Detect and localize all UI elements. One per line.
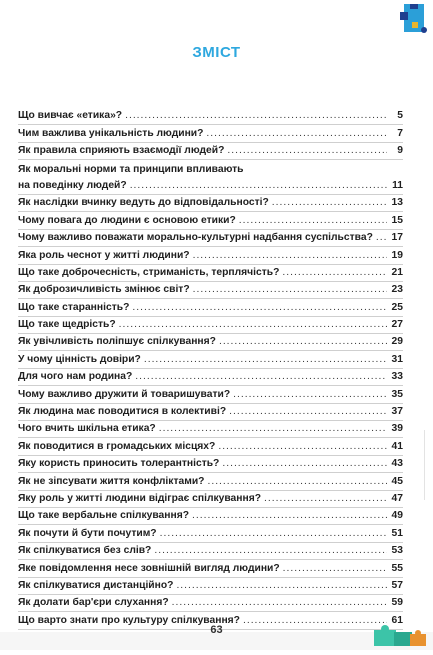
toc-entry-page: 7 [397,127,403,139]
toc-entry-page: 37 [391,406,403,418]
toc-entry-page: 33 [391,371,403,383]
toc-entry-page: 61 [391,614,403,626]
toc-entry-title: Яке повідомлення несе зовнішній вигляд людини? [18,562,280,574]
dot-leader [264,493,387,505]
dot-leader [154,545,387,557]
dot-leader [233,389,387,401]
toc-entry[interactable] [18,404,403,421]
dot-leader [135,371,387,383]
toc-entry[interactable] [18,473,403,490]
toc-entry-page: 29 [391,336,403,348]
toc-entry[interactable] [18,299,403,316]
toc-entry-title: Що таке доброчесність, стриманість, терплячість? [18,266,280,278]
toc-entry[interactable] [18,508,403,525]
toc-entry-page: 53 [391,545,403,557]
toc-entry[interactable] [18,369,403,386]
dot-leader [227,145,387,157]
dot-leader [125,110,387,122]
toc-entry-page: 11 [392,179,403,191]
toc-entry-page: 23 [391,284,403,296]
dot-leader [229,406,387,418]
toc-entry-page: 9 [397,145,403,157]
toc-entry-page: 17 [391,232,403,244]
toc-entry[interactable] [18,317,403,334]
toc-entry[interactable] [18,178,403,195]
toc-entry-title: Що таке вербальне спілкування? [18,510,190,522]
toc-entry[interactable] [18,195,403,212]
toc-entry[interactable] [18,247,403,264]
toc-entry[interactable] [18,560,403,577]
toc-entry[interactable] [18,265,403,282]
toc-entry-page: 15 [391,214,403,226]
toc-entry-title: Як спілкуватися дистанційно? [18,579,174,591]
toc-entry[interactable] [18,230,403,247]
toc-entry[interactable] [18,386,403,403]
dot-leader [218,441,387,453]
toc-entry-title: Що вивчає «етика»? [18,110,123,122]
toc-entry-title: Як людина має поводитися в колективі? [18,406,227,418]
toc-entry-page: 51 [391,527,403,539]
toc-entry-page: 19 [391,249,403,261]
toc-entry[interactable] [18,578,403,595]
toc-entry[interactable] [18,525,403,542]
toc-entry-page: 35 [391,388,403,400]
dot-leader [130,180,387,192]
toc-entry-page: 55 [391,562,403,574]
toc-entry-title: Як увічливість поліпшує спілкування? [18,336,216,348]
toc-entry-title: Чому важливо дружити й товаришувати? [18,388,231,400]
toc-entry-page: 41 [391,440,403,452]
page-title: ЗМІСТ [192,44,241,61]
toc-entry-title: Що таке щедрість? [18,319,116,331]
toc-entry-title: Що варто знати про культуру спілкування? [18,614,240,626]
toc-entry-page: 27 [391,319,403,331]
toc-entry-title: Чим важлива унікальність людини? [18,127,204,139]
dot-leader [192,510,387,522]
dot-leader [144,354,387,366]
dot-leader [193,250,387,262]
toc-entry-title: Як поводитися в громадських місцях? [18,440,216,452]
toc-entry-page: 49 [391,510,403,522]
dot-leader [172,597,387,609]
toc-entry-title: на поведінку людей? [18,179,127,191]
dot-leader [272,197,387,209]
toc-entry-title: У чому цінність довіри? [18,353,141,365]
toc-entry-page: 25 [391,301,403,313]
toc-entry[interactable] [18,282,403,299]
toc-entry-title: Як почути й бути почутим? [18,527,157,539]
toc-entry[interactable] [18,351,403,368]
toc-entry-page: 5 [397,110,403,122]
toc-entry-page: 31 [391,353,403,365]
toc-entry-title: Чому повага до людини є основою етики? [18,214,236,226]
dot-leader [119,319,387,331]
dot-leader [376,232,387,244]
dot-leader [219,336,387,348]
toc-entry-title: Для чого нам родина? [18,371,133,383]
toc-entry[interactable] [18,456,403,473]
toc-entry[interactable] [18,491,403,508]
dot-leader [206,128,387,140]
toc-entry-page: 13 [391,197,403,209]
dot-leader [239,215,387,227]
toc-entry-title: Як моральні норми та принципи впливають [18,163,244,175]
toc-entry-title: Яка роль чеснот у житті людини? [18,249,190,261]
toc-entry-title: Як не зіпсувати життя конфліктами? [18,475,205,487]
toc-entry-title: Як правила сприяють взаємодії людей? [18,145,225,157]
table-of-contents [18,108,403,630]
dot-leader [193,284,387,296]
toc-entry-page: 59 [391,597,403,609]
toc-entry-title: Чого вчить шкільна етика? [18,423,156,435]
page-number: 63 [210,624,223,636]
dot-leader [132,302,387,314]
toc-entry[interactable] [18,212,403,229]
toc-entry[interactable] [18,438,403,455]
toc-entry-page: 39 [391,423,403,435]
toc-entry-page: 47 [391,492,403,504]
toc-entry-page: 45 [391,475,403,487]
toc-entry-title: Що таке старанність? [18,301,130,313]
toc-entry-title: Яку роль у житті людини відіграє спілкування? [18,492,262,504]
dot-leader [176,580,387,592]
toc-entry-page: 57 [391,579,403,591]
toc-entry[interactable] [18,334,403,351]
page-edge-divider [424,430,425,500]
toc-entry[interactable] [18,543,403,560]
toc-entry-title: Як спілкуватися без слів? [18,545,152,557]
toc-entry-title: Яку користь приносить толерантність? [18,458,220,470]
dot-leader [160,528,387,540]
toc-entry-page: 43 [391,458,403,470]
toc-entry[interactable] [18,143,403,160]
dot-leader [207,476,387,488]
toc-entry-page: 21 [391,266,403,278]
toc-entry-title: Чому важливо поважати морально-культурні надбання суспільства? [18,232,373,244]
dot-leader [159,423,387,435]
dot-leader [282,267,387,279]
toc-entry-title: Як доброзичливість змінює світ? [18,284,190,296]
toc-entry-title: Як наслідки вчинку ведуть до відповідальності? [18,197,269,209]
toc-entry[interactable] [18,421,403,438]
toc-entry-first-line[interactable] [18,160,403,177]
puzzle-decoration-icon [398,0,428,45]
toc-entry[interactable] [18,595,403,612]
toc-entry[interactable] [18,108,403,125]
dot-leader [283,563,387,575]
toc-entry-title: Як долати бар'єри слухання? [18,597,169,609]
toc-entry[interactable] [18,125,403,142]
dot-leader [222,458,387,470]
